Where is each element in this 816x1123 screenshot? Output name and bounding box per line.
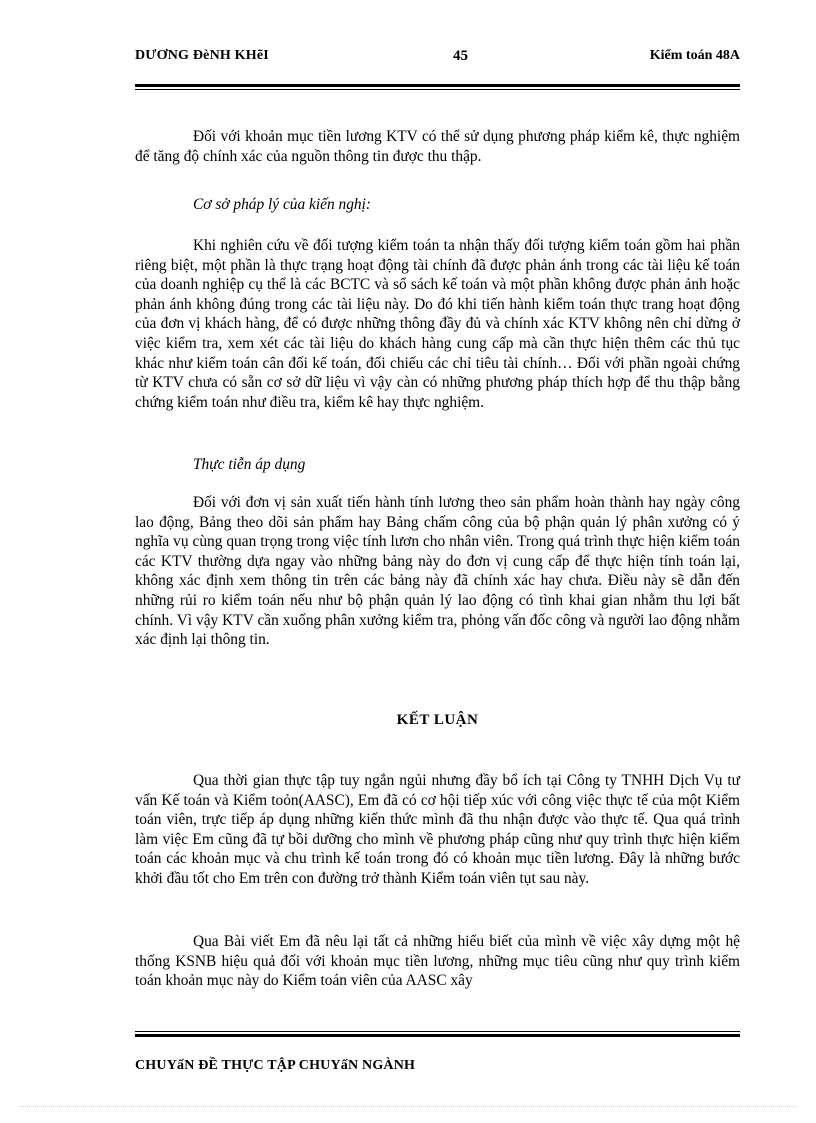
paragraph-1 <box>135 127 740 166</box>
paragraph-5 <box>135 932 740 991</box>
page-header <box>135 48 740 70</box>
section-title-conclusion: KẾT LUẬN <box>396 712 479 728</box>
heading-practice: Thực tiễn áp dụng <box>193 456 306 473</box>
page-footer: CHUYấN ĐỀ THỰC TẬP CHUYấN NGÀNH <box>135 1058 416 1073</box>
heading-legal-basis: Cơ sở pháp lý của kiến nghị: <box>193 196 371 213</box>
paragraph-5-text: Qua Bài viết Em đã nêu lại tất cả những hiểu biết của mình về việc xây dựng một hệ thống KSNB hiệu quả đối với khoản mục tiền lương, những mục tiêu cũng như quy trình kiểm toán khoản mục này do Kiểm toán viên của AASC xây <box>135 933 740 990</box>
paragraph-4-text: Qua thời gian thực tập tuy ngắn ngủi nhưng đầy bổ ích tại Công ty TNHH Dịch Vụ tư vấn Kế toán và Kiểm toỏn(AASC), Em đã có cơ hội tiếp xúc với công việc thực tế của một Kiểm toán viên, trực tiếp áp dụng những kiến thức mình đã thu nhận được vào thực tế. Qua quá trình làm việc Em cũng đã tự bồi dưỡng cho mình về phương pháp cũng như quy trình thực hiện kiểm toán các khoản mục và chu trình kế toán trong đó có khoản mục tiền lương. Đây là những bước khởi đầu tốt cho Em trên con đường trở thành Kiểm toán viên tụt sau này. <box>135 772 740 887</box>
header-class: Kiểm toán 48A <box>649 48 740 63</box>
footer-rule-thick <box>135 1034 740 1037</box>
page-bottom-border <box>20 1106 796 1107</box>
paragraph-3-text: Đối với đơn vị sản xuất tiến hành tính lương theo sản phẩm hoàn thành hay ngày công lao động, Bảng theo dõi sản phẩm hay Bảng chấm công của bộ phận quản lý phân xưởng có ý nghĩa vụ cùng quan trọng trong việc tính lươn cho nhân viên. Trong quá trình thực hiện kiểm toán các KTV thường dựa ngay vào những bảng này do đơn vị cung cấp để thực hiện tính toán lại, không xác định xem thông tin trên các bảng này đã chính xác hay chưa. Điều này sẽ dẫn đến những rủi ro kiểm toán nếu như bộ phận quản lý lao động có tình khai gian nhằm thu lợi bất chính. Vì vậy KTV cần xuống phân xưởng kiểm tra, phỏng vấn đốc công và người lao động nhằm xác định lại thông tin. <box>135 494 740 649</box>
footer-rule-thin <box>135 1031 740 1032</box>
header-rule-thin <box>135 89 740 90</box>
header-rule-thick <box>135 84 740 87</box>
paragraph-3 <box>135 493 740 650</box>
header-page-number: 45 <box>453 48 468 64</box>
header-author: DƯƠNG ĐèNH KHẽI <box>135 48 269 63</box>
paragraph-2 <box>135 236 740 412</box>
paragraph-2-text: Khi nghiên cứu về đối tượng kiểm toán ta nhận thấy đối tượng kiểm toán gồm hai phần riêng biệt, một phần là thực trạng hoạt động tài chính đã được phản ánh trong các tài liệu kế toán của doanh nghiệp cụ thể là các BCTC và sổ sách kế toán và một phần không được phản ảnh hoặc phản ánh không đúng trong các tài liệu này. Do đó khi tiến hành kiểm toán thực trang hoạt động của đơn vị khách hàng, để có được những thông đầy đủ và chính xác KTV không nên chỉ dừng ở việc kiểm tra, xem xét các tài liệu do khách hàng cung cấp mà cần thực hiện thêm các thủ tục khác như kiểm toán cân đối kế toán, đối chiếu các chỉ tiêu tài chính… Đối với phần ngoài chứng từ KTV chưa có sẵn cơ sở dữ liệu vì vậy càn có những phương pháp thích hợp để thu thập bằng chứng kiểm toán như điều tra, kiểm kê hay thực nghiệm. <box>135 237 740 411</box>
paragraph-1-text: Đối với khoản mục tiền lương KTV có thể sử dụng phương pháp kiểm kê, thực nghiệm để tăng độ chính xác của nguồn thông tin được thu thập. <box>135 128 740 165</box>
paragraph-4 <box>135 771 740 889</box>
